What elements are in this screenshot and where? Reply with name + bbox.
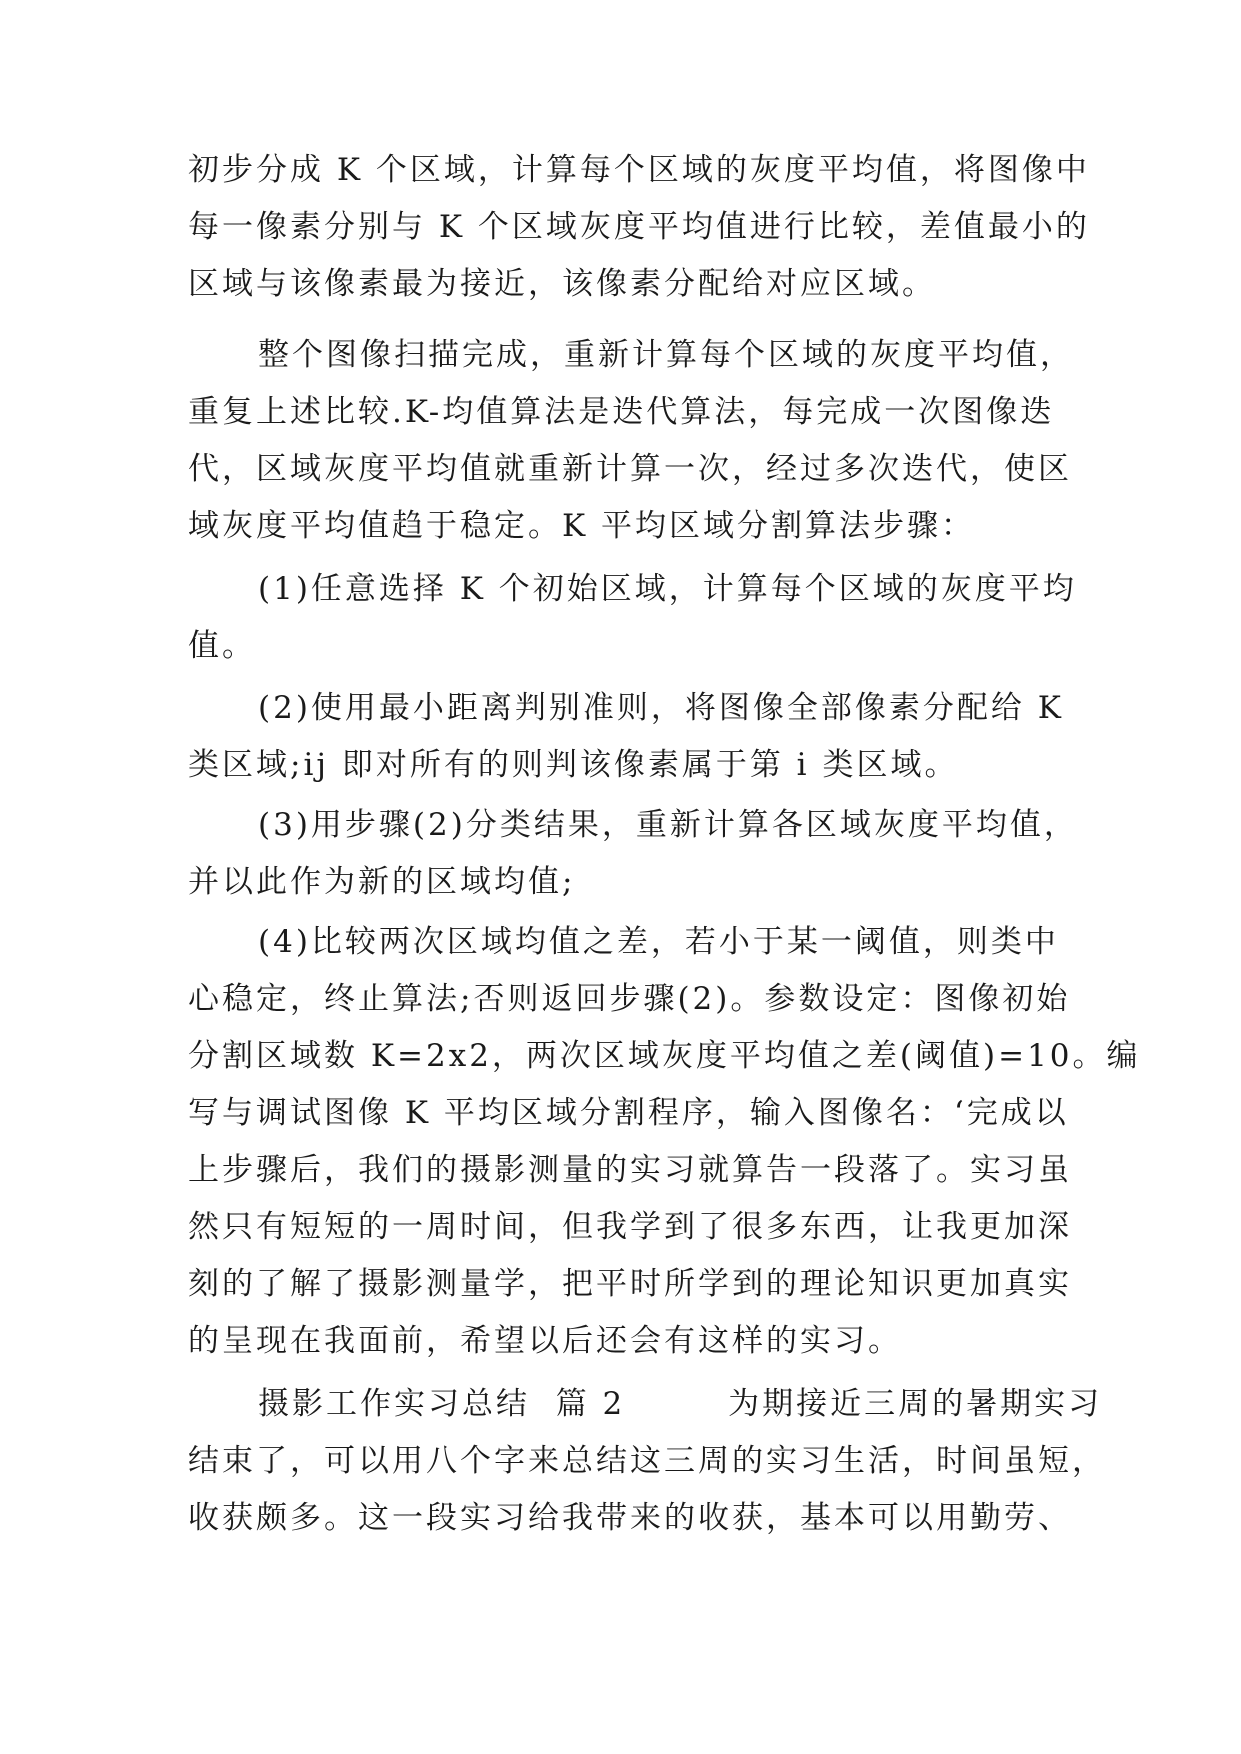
text-line: 并以此作为新的区域均值;	[188, 864, 576, 900]
text-line: 每一像素分别与 K 个区域灰度平均值进行比较，差值最小的	[188, 209, 1090, 245]
text-line: 刻的了解了摄影测量学，把平时所学到的理论知识更加真实	[188, 1266, 1072, 1302]
text-line: 心稳定，终止算法;否则返回步骤(2)。参数设定：图像初始	[188, 981, 1071, 1017]
text-line: 区域与该像素最为接近，该像素分配给对应区域。	[188, 266, 936, 302]
text-line: (2)使用最小距离判别准则，将图像全部像素分配给 K	[258, 690, 1064, 726]
text-line: 摄影工作实习总结 篇 2 为期接近三周的暑期实习	[258, 1386, 1103, 1422]
text-line: 域灰度平均值趋于稳定。K 平均区域分割算法步骤：	[188, 508, 976, 544]
text-line: 分割区域数 K=2x2，两次区域灰度平均值之差(阈值)=10。编	[188, 1038, 1141, 1074]
text-line: (4)比较两次区域均值之差，若小于某一阈值，则类中	[258, 924, 1059, 960]
text-line: 的呈现在我面前，希望以后还会有这样的实习。	[188, 1323, 902, 1359]
text-line: 整个图像扫描完成，重新计算每个区域的灰度平均值，	[258, 337, 1074, 373]
text-line: (3)用步骤(2)分类结果，重新计算各区域灰度平均值，	[258, 807, 1078, 843]
text-line: 写与调试图像 K 平均区域分割程序，输入图像名：‘完成以	[188, 1095, 1069, 1131]
text-line: 结束了，可以用八个字来总结这三周的实习生活，时间虽短，	[188, 1443, 1106, 1479]
text-line: 初步分成 K 个区域，计算每个区域的灰度平均值，将图像中	[188, 152, 1090, 188]
text-line: 重复上述比较.K-均值算法是迭代算法，每完成一次图像迭	[188, 394, 1055, 430]
text-line: 代，区域灰度平均值就重新计算一次，经过多次迭代，使区	[188, 451, 1072, 487]
text-line: 然只有短短的一周时间，但我学到了很多东西，让我更加深	[188, 1209, 1072, 1245]
text-line: 类区域;ij 即对所有的则判该像素属于第 i 类区域。	[188, 747, 959, 783]
text-line: (1)任意选择 K 个初始区域，计算每个区域的灰度平均	[258, 571, 1077, 607]
text-line: 值。	[188, 628, 256, 664]
text-line: 收获颇多。这一段实习给我带来的收获，基本可以用勤劳、	[188, 1500, 1072, 1536]
text-line: 上步骤后，我们的摄影测量的实习就算告一段落了。实习虽	[188, 1152, 1072, 1188]
